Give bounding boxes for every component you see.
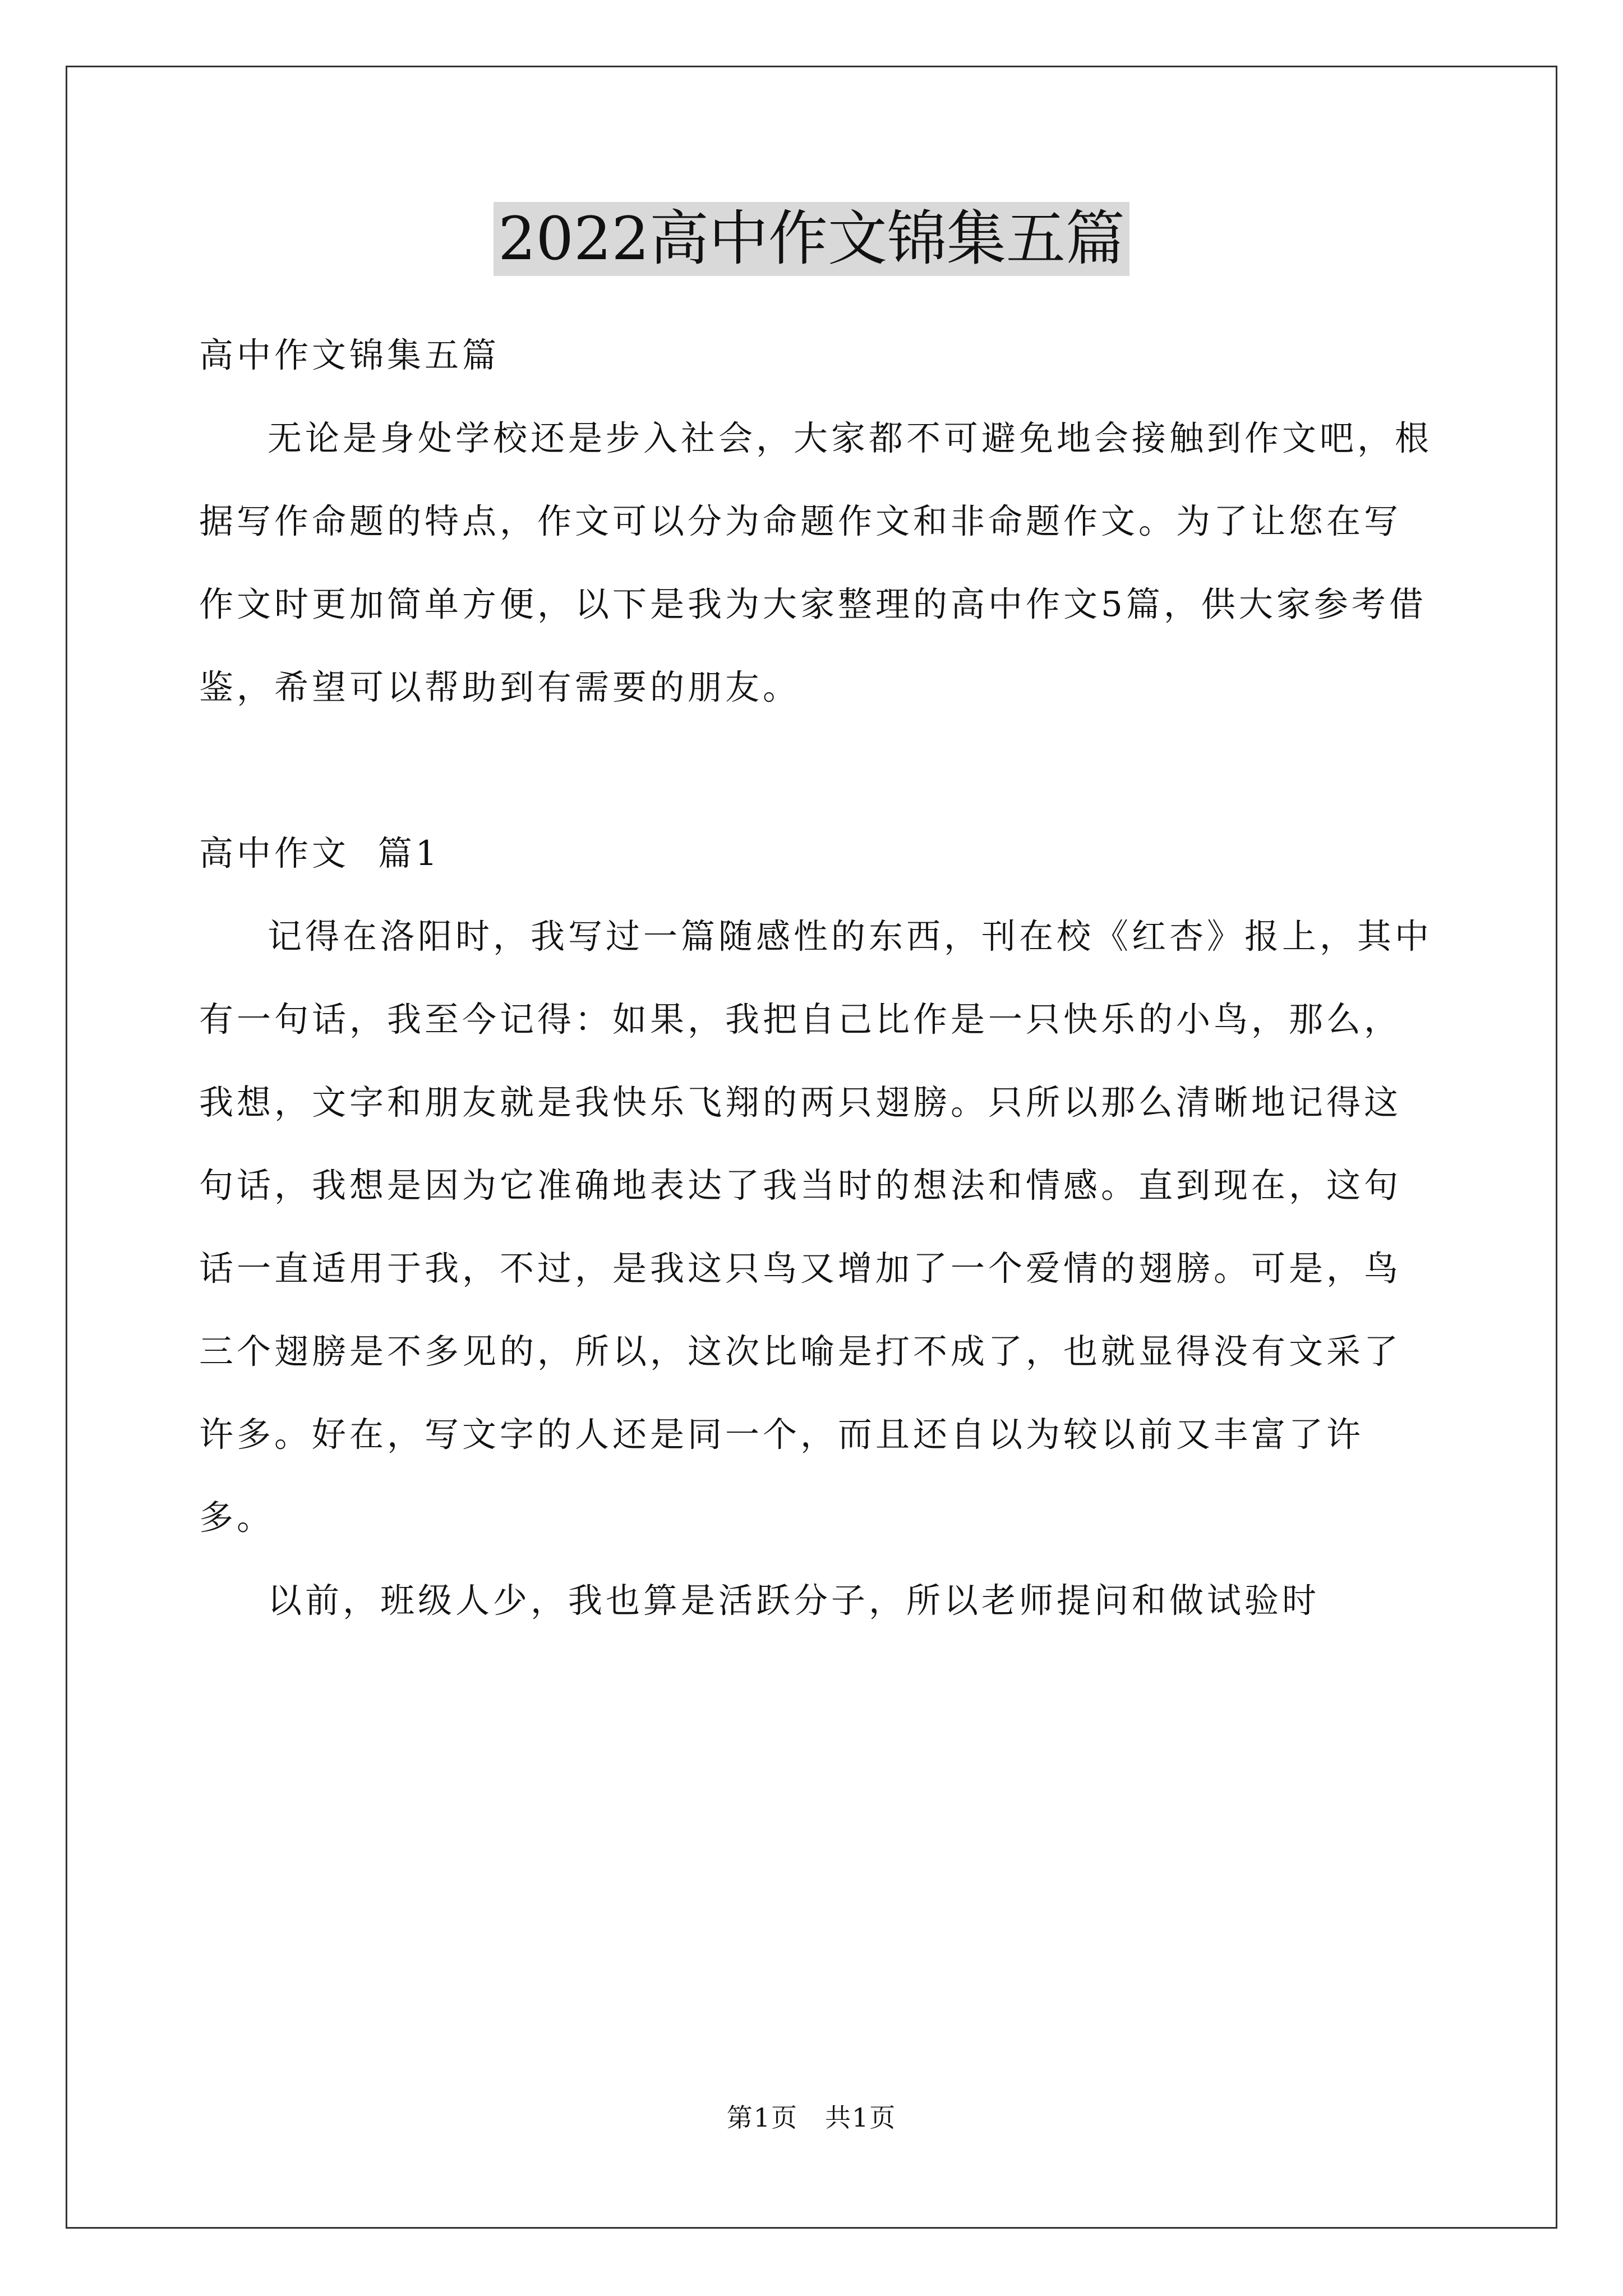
- document-body: [199, 314, 1433, 1642]
- document-title: 2022高中作文锦集五篇: [494, 202, 1129, 276]
- section-heading: 高中作文 篇1: [199, 834, 441, 873]
- title-container: [0, 202, 1623, 276]
- page-footer: 第1页 共1页: [726, 2102, 897, 2133]
- section-paragraph: 记得在洛阳时，我写过一篇随感性的东西，刊在校《红杏》报上，其中有一句话，我至今记得：如果，我把自己比作是一只快乐的小鸟，那么，我想，文字和朋友就是我快乐飞翔的两只翅膀。只所以那么清晰地记得这句话，我想是因为它准确地表达了我当时的想法和情感。直到现在，这句话一直适用于我，不过，是我这只鸟又增加了一个爱情的翅膀。可是，鸟三个翅膀是不多见的，所以，这次比喻是打不成了，也就显得没有文采了许多。好在，写文字的人还是同一个，而且还自以为较以前又丰富了许多。: [199, 917, 1433, 1538]
- paragraph-spacer: [199, 729, 1433, 812]
- section-paragraph: 以前，班级人少，我也算是活跃分子，所以老师提问和做试验时: [268, 1581, 1320, 1621]
- document-subtitle: 高中作文锦集五篇: [199, 335, 500, 375]
- intro-paragraph: 无论是身处学校还是步入社会，大家都不可避免地会接触到作文吧，根据写作命题的特点，作文可以分为命题作文和非命题作文。为了让您在写作文时更加简单方便，以下是我为大家整理的高中作文5篇，供大家参考借鉴，希望可以帮助到有需要的朋友。: [199, 418, 1433, 707]
